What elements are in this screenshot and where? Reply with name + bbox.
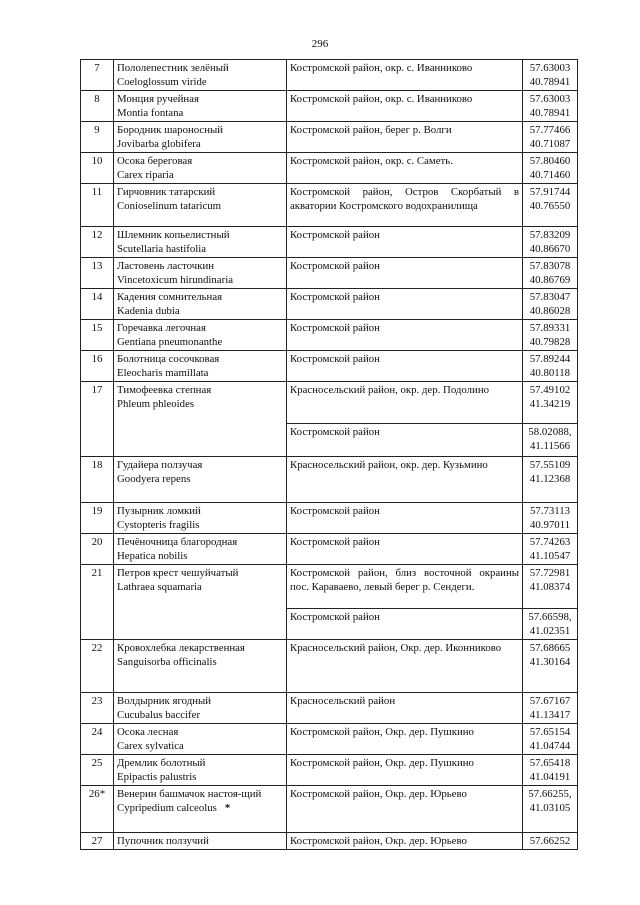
latitude: 57.83047	[529, 291, 571, 303]
species-russian-name: Печёночница благородная	[117, 536, 238, 548]
table-row	[81, 289, 578, 320]
location-cell	[287, 457, 523, 503]
latitude: 57.63003	[529, 93, 571, 105]
table-row	[81, 227, 578, 258]
location-text: Костромской район	[290, 322, 380, 334]
species-latin-name: Eleocharis mamillata	[117, 367, 209, 379]
coordinates-cell	[523, 534, 578, 565]
coordinates-cell	[523, 227, 578, 258]
longitude: 41.13417	[529, 709, 571, 721]
row-number: 13	[81, 258, 114, 289]
latitude: 57.49102	[529, 384, 571, 396]
location-text: Костромской район, близ восточной окраины пос. Караваево, левый берег р. Сендеги.	[290, 567, 519, 593]
species-russian-name: Кровохлебка лекарственная	[117, 642, 245, 654]
location-cell	[287, 227, 523, 258]
species-russian-name: Осока лесная	[117, 726, 179, 738]
table-row	[81, 91, 578, 122]
coordinates-cell	[523, 503, 578, 534]
species-latin-name: Epipactis palustris	[117, 771, 197, 783]
latitude: 57.55109	[529, 459, 571, 471]
longitude: 40.78941	[529, 76, 571, 88]
species-cell	[114, 289, 287, 320]
species-russian-name: Тимофеевка степная	[117, 384, 212, 396]
species-cell	[114, 122, 287, 153]
species-cell	[114, 786, 287, 833]
location-text: Костромской район	[290, 353, 380, 365]
location-text: Костромской район, Окр. дер. Пушкино	[290, 726, 474, 738]
species-cell	[114, 833, 287, 850]
location-text: Костромской район, Окр. дер. Юрьево	[290, 788, 467, 800]
table-row	[81, 153, 578, 184]
location-cell	[287, 565, 523, 609]
species-russian-name: Венерин башмачок настоя-щий	[117, 788, 262, 800]
location-cell	[287, 724, 523, 755]
longitude: 40.97011	[529, 519, 571, 531]
latitude: 57.67167	[529, 695, 571, 707]
location-cell	[287, 534, 523, 565]
coordinates-cell	[523, 693, 578, 724]
species-cell	[114, 640, 287, 693]
location-cell	[287, 382, 523, 424]
species-cell	[114, 320, 287, 351]
latitude: 57.68665	[529, 642, 571, 654]
table-row	[81, 60, 578, 91]
coordinates-cell	[523, 122, 578, 153]
location-cell	[287, 91, 523, 122]
row-number: 18	[81, 457, 114, 503]
species-russian-name: Волдырник ягодный	[117, 695, 212, 707]
latitude: 57.66598,	[528, 611, 572, 623]
row-number: 10	[81, 153, 114, 184]
location-cell	[287, 320, 523, 351]
row-number: 19	[81, 503, 114, 534]
species-latin-name: Hepatica nobilis	[117, 550, 188, 562]
row-number: 21	[81, 565, 114, 640]
table-row	[81, 786, 578, 833]
table-row	[81, 382, 578, 424]
species-cell	[114, 258, 287, 289]
location-text: Костромской район, окр. с. Иванниково	[290, 93, 473, 105]
longitude: 40.86028	[529, 305, 571, 317]
location-text: Костромской район, Окр. дер. Юрьево	[290, 835, 467, 847]
location-cell	[287, 60, 523, 91]
species-russian-name: Пузырник ломкий	[117, 505, 201, 517]
row-number: 17	[81, 382, 114, 457]
row-number: 14	[81, 289, 114, 320]
longitude: 40.78941	[529, 107, 571, 119]
page-number: 296	[311, 38, 329, 50]
table-row	[81, 457, 578, 503]
table-row	[81, 351, 578, 382]
species-latin-name: Coeloglossum viride	[117, 76, 207, 88]
species-latin-name: Jovibarba globifera	[117, 138, 201, 150]
latitude: 57.89244	[529, 353, 571, 365]
species-cell	[114, 565, 287, 640]
latitude: 57.72981	[529, 567, 571, 579]
location-text: Костромской район	[290, 536, 380, 548]
species-russian-name: Гирчовник татарский	[117, 186, 216, 198]
coordinates-cell	[523, 60, 578, 91]
species-cell	[114, 503, 287, 534]
species-latin-name: Cystopteris fragilis	[117, 519, 200, 531]
latitude: 57.66252	[529, 835, 571, 847]
species-latin-name: Carex sylvatica	[117, 740, 184, 752]
longitude: 40.71460	[529, 169, 571, 181]
location-cell	[287, 609, 523, 640]
longitude: 40.76550	[529, 200, 571, 212]
table-row	[81, 693, 578, 724]
latitude: 57.77466	[529, 124, 571, 136]
table-row	[81, 320, 578, 351]
latitude: 57.66255,	[528, 788, 572, 800]
longitude: 41.11566	[529, 440, 571, 452]
table-row	[81, 258, 578, 289]
location-text: Костромской район, окр. с. Саметь.	[290, 155, 453, 167]
location-text: Костромской район, Остров Скорбатый в акватории Костромского водохранилища	[290, 186, 519, 212]
row-number: 20	[81, 534, 114, 565]
latitude: 58.02088,	[528, 426, 572, 438]
table-row	[81, 534, 578, 565]
longitude: 41.02351	[529, 625, 571, 637]
latitude: 57.91744	[529, 186, 571, 198]
coordinates-cell	[523, 153, 578, 184]
species-russian-name: Осока береговая	[117, 155, 193, 167]
latitude: 57.83078	[529, 260, 571, 272]
species-cell	[114, 184, 287, 227]
location-cell	[287, 786, 523, 833]
coordinates-cell	[523, 609, 578, 640]
row-number: 12	[81, 227, 114, 258]
latitude: 57.83209	[529, 229, 571, 241]
species-russian-name: Кадения сомнительная	[117, 291, 223, 303]
row-number: 25	[81, 755, 114, 786]
location-text: Красносельский район, окр. дер. Подолино	[290, 384, 489, 396]
latitude: 57.63003	[529, 62, 571, 74]
longitude: 40.80118	[529, 367, 571, 379]
location-cell	[287, 289, 523, 320]
table-row	[81, 565, 578, 609]
coordinates-cell	[523, 184, 578, 227]
longitude: 41.04191	[529, 771, 571, 783]
longitude: 41.34219	[529, 398, 571, 410]
species-cell	[114, 382, 287, 457]
species-cell	[114, 724, 287, 755]
endangered-mark: *	[224, 802, 231, 814]
species-latin-name: Carex riparia	[117, 169, 174, 181]
species-russian-name: Гудайера ползучая	[117, 459, 203, 471]
location-cell	[287, 424, 523, 457]
longitude: 41.10547	[529, 550, 571, 562]
longitude: 41.08374	[529, 581, 571, 593]
table-row	[81, 640, 578, 693]
location-text: Костромской район, берег р. Волги	[290, 124, 452, 136]
location-cell	[287, 503, 523, 534]
coordinates-cell	[523, 833, 578, 850]
row-number: 24	[81, 724, 114, 755]
location-cell	[287, 153, 523, 184]
coordinates-cell	[523, 289, 578, 320]
species-russian-name: Петров крест чешуйчатый	[117, 567, 239, 579]
species-latin-name: Conioselinum tataricum	[117, 200, 222, 212]
latitude: 57.65418	[529, 757, 571, 769]
table-row	[81, 503, 578, 534]
species-latin-name: Sanguisorba officinalis	[117, 656, 217, 668]
row-number: 8	[81, 91, 114, 122]
coordinates-cell	[523, 457, 578, 503]
species-cell	[114, 457, 287, 503]
species-cell	[114, 534, 287, 565]
species-latin-name: Montia fontana	[117, 107, 184, 119]
latitude: 57.65154	[529, 726, 571, 738]
row-number: 7	[81, 60, 114, 91]
location-text: Костромской район	[290, 291, 380, 303]
longitude: 41.04744	[529, 740, 571, 752]
location-text: Костромской район	[290, 505, 380, 517]
location-text: Костромской район, окр. с. Иванниково	[290, 62, 473, 74]
species-latin-name: Goodyera repens	[117, 473, 191, 485]
longitude: 40.79828	[529, 336, 571, 348]
location-text: Костромской район	[290, 229, 380, 241]
row-number: 27	[81, 833, 114, 850]
table-row	[81, 724, 578, 755]
species-russian-name: Шлемник копьелистный	[117, 229, 230, 241]
species-latin-name: Lathraea squamaria	[117, 581, 202, 593]
longitude: 41.30164	[529, 656, 571, 668]
coordinates-cell	[523, 565, 578, 609]
table-row	[81, 184, 578, 227]
coordinates-cell	[523, 91, 578, 122]
table-row	[81, 122, 578, 153]
location-text: Костромской район	[290, 426, 380, 438]
species-cell	[114, 693, 287, 724]
species-latin-name: Cucubalus baccifer	[117, 709, 201, 721]
row-number: 22	[81, 640, 114, 693]
coordinates-cell	[523, 351, 578, 382]
species-russian-name: Бородник шароносный	[117, 124, 224, 136]
row-number: 26*	[81, 786, 114, 833]
location-text: Красносельский район, окр. дер. Кузьмино	[290, 459, 488, 471]
location-cell	[287, 351, 523, 382]
species-cell	[114, 351, 287, 382]
coordinates-cell	[523, 724, 578, 755]
row-number: 16	[81, 351, 114, 382]
row-number: 23	[81, 693, 114, 724]
species-table	[80, 59, 578, 850]
location-text: Костромской район, Окр. дер. Пушкино	[290, 757, 474, 769]
species-russian-name: Пупочник ползучий	[117, 835, 209, 847]
row-number: 11	[81, 184, 114, 227]
species-russian-name: Монция ручейная	[117, 93, 199, 105]
coordinates-cell	[523, 640, 578, 693]
longitude: 40.86670	[529, 243, 571, 255]
species-latin-name: Cypripedium calceolus	[117, 802, 217, 814]
location-cell	[287, 693, 523, 724]
coordinates-cell	[523, 320, 578, 351]
latitude: 57.80460	[529, 155, 571, 167]
location-cell	[287, 184, 523, 227]
latitude: 57.89331	[529, 322, 571, 334]
species-latin-name: Gentiana pneumonanthe	[117, 336, 223, 348]
species-cell	[114, 60, 287, 91]
species-latin-name: Kadenia dubia	[117, 305, 180, 317]
table-row	[81, 833, 578, 850]
species-russian-name: Пололепестник зелёный	[117, 62, 229, 74]
longitude: 41.03105	[529, 802, 571, 814]
row-number: 9	[81, 122, 114, 153]
species-cell	[114, 91, 287, 122]
location-cell	[287, 755, 523, 786]
species-cell	[114, 227, 287, 258]
longitude: 40.71087	[529, 138, 571, 150]
location-text: Красносельский район	[290, 695, 396, 707]
species-russian-name: Горечавка легочная	[117, 322, 206, 334]
species-russian-name: Болотница сосочковая	[117, 353, 220, 365]
longitude: 41.12368	[529, 473, 571, 485]
location-text: Красносельский район, Окр. дер. Иконниково	[290, 642, 502, 654]
location-cell	[287, 258, 523, 289]
species-latin-name: Scutellaria hastifolia	[117, 243, 207, 255]
coordinates-cell	[523, 424, 578, 457]
species-cell	[114, 755, 287, 786]
table-row	[81, 755, 578, 786]
location-cell	[287, 122, 523, 153]
location-cell	[287, 640, 523, 693]
species-latin-name: Phleum phleoides	[117, 398, 195, 410]
latitude: 57.74263	[529, 536, 571, 548]
coordinates-cell	[523, 382, 578, 424]
location-cell	[287, 833, 523, 850]
species-russian-name: Ластовень ласточкин	[117, 260, 215, 272]
species-russian-name: Дремлик болотный	[117, 757, 206, 769]
row-number: 15	[81, 320, 114, 351]
species-latin-name: Vincetoxicum hirundinaria	[117, 274, 233, 286]
species-cell	[114, 153, 287, 184]
latitude: 57.73113	[529, 505, 571, 517]
location-text: Костромской район	[290, 611, 380, 623]
location-text: Костромской район	[290, 260, 380, 272]
coordinates-cell	[523, 755, 578, 786]
longitude: 40.86769	[529, 274, 571, 286]
coordinates-cell	[523, 258, 578, 289]
coordinates-cell	[523, 786, 578, 833]
